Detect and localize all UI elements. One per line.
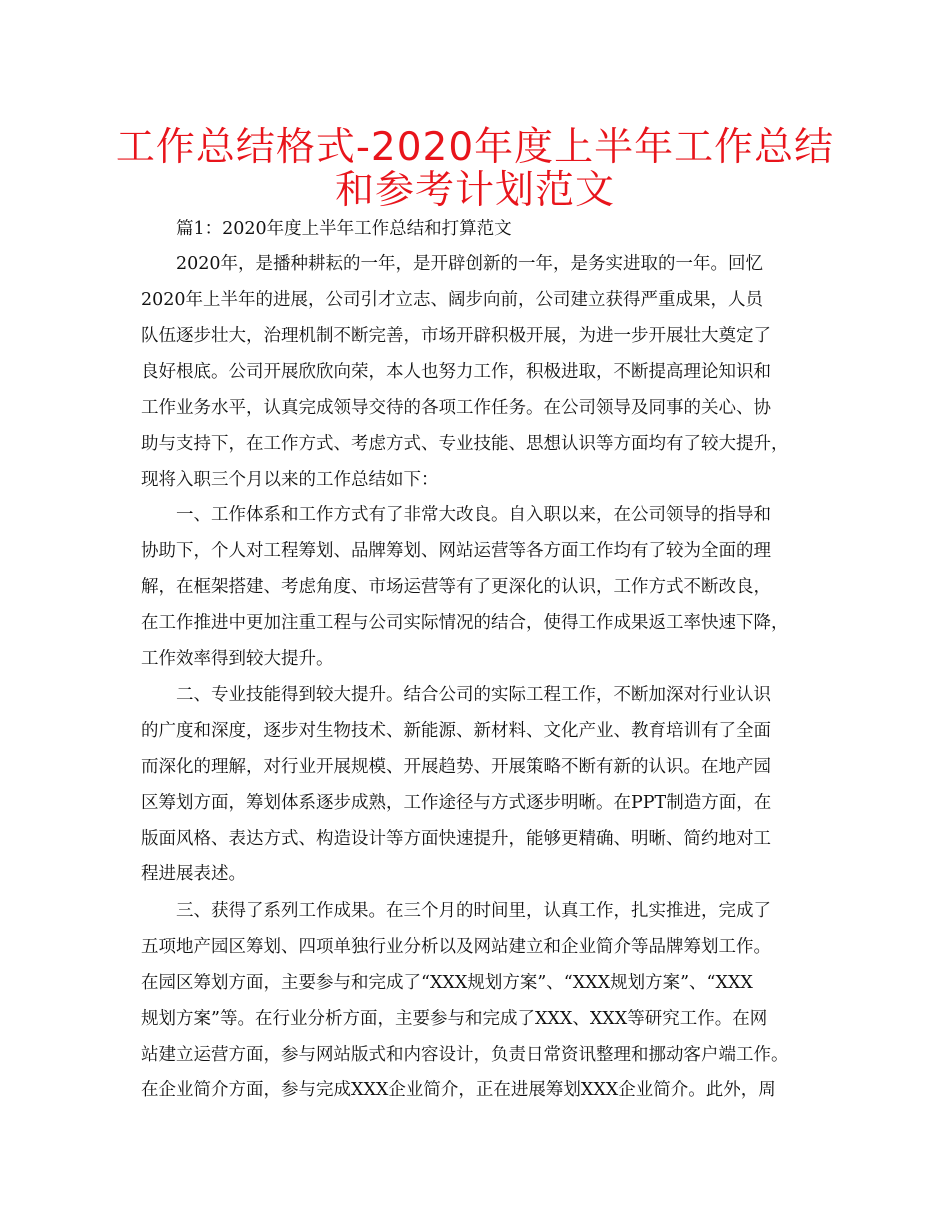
paragraph-4-line-1: 三、获得了系列工作成果。在三个月的时间里，认真工作，扎实推进，完成了 <box>176 901 771 921</box>
section-subtitle: 篇1：2020年度上半年工作总结和打算范文 <box>176 219 512 239</box>
paragraph-3-line-4: 区筹划方面，筹划体系逐步成熟，工作途径与方式逐步明晰。在PPT制造方面，在 <box>141 793 772 813</box>
paragraph-3-line-5: 版面风格、表达方式、构造设计等方面快速提升，能够更精确、明晰、简约地对工 <box>141 829 771 849</box>
paragraph-1-line-1: 2020年，是播种耕耘的一年，是开辟创新的一年，是务实进取的一年。回忆 <box>176 254 764 274</box>
paragraph-1-line-2: 2020年上半年的进展，公司引才立志、阔步向前，公司建立获得严重成果，人员 <box>141 290 764 310</box>
paragraph-2-line-5: 工作效率得到较大提升。 <box>141 649 334 669</box>
paragraph-3-line-2: 的广度和深度，逐步对生物技术、新能源、新材料、文化产业、教育培训有了全面 <box>141 721 771 741</box>
paragraph-3-line-6: 程进展表述。 <box>141 864 246 884</box>
paragraph-2-line-2: 协助下，个人对工程筹划、品牌筹划、网站运营等各方面工作均有了较为全面的理 <box>141 541 771 561</box>
paragraph-2-line-3: 解，在框架搭建、考虑角度、市场运营等有了更深化的认识，工作方式不断改良， <box>141 577 771 597</box>
paragraph-1-line-7: 现将入职三个月以来的工作总结如下： <box>141 470 439 490</box>
paragraph-1-line-5: 工作业务水平，认真完成领导交待的各项工作任务。在公司领导及同事的关心、协 <box>141 398 771 418</box>
paragraph-1-line-3: 队伍逐步壮大，治理机制不断完善，市场开辟积极开展，为进一步开展壮大奠定了 <box>141 326 771 346</box>
document-title-line-2: 和参考计划范文 <box>334 168 615 213</box>
paragraph-2-line-4: 在工作推进中更加注重工程与公司实际情况的结合，使得工作成果返工率快速下降， <box>141 613 789 633</box>
paragraph-2-line-1: 一、工作体系和工作方式有了非常大改良。自入职以来，在公司领导的指导和 <box>176 505 771 525</box>
paragraph-4-line-4: 规划方案”等。在行业分析方面，主要参与和完成了XXX、XXX等研究工作。在网 <box>141 1009 768 1029</box>
paragraph-1-line-6: 助与支持下，在工作方式、考虑方式、专业技能、思想认识等方面均有了较大提升， <box>141 434 789 454</box>
paragraph-4-line-5: 站建立运营方面，参与网站版式和内容设计，负责日常资讯整理和挪动客户端工作。 <box>141 1045 789 1065</box>
paragraph-3-line-1: 二、专业技能得到较大提升。结合公司的实际工程工作，不断加深对行业认识 <box>176 685 771 705</box>
paragraph-1-line-4: 良好根底。公司开展欣欣向荣，本人也努力工作，积极进取，不断提高理论知识和 <box>141 362 771 382</box>
paragraph-4-line-2: 五项地产园区筹划、四项单独行业分析以及网站建立和企业简介等品牌筹划工作。 <box>141 937 771 957</box>
paragraph-4-line-3: 在园区筹划方面，主要参与和完成了“XXX规划方案”、“XXX规划方案”、“XXX <box>141 973 753 993</box>
paragraph-4-line-6: 在企业简介方面，参与完成XXX企业简介，正在进展筹划XXX企业简介。此外，周 <box>141 1080 776 1100</box>
paragraph-3-line-3: 而深化的理解，对行业开展规模、开展趋势、开展策略不断有新的认识。在地产园 <box>141 757 771 777</box>
document-title-line-1: 工作总结格式-2020年度上半年工作总结 <box>115 125 835 170</box>
